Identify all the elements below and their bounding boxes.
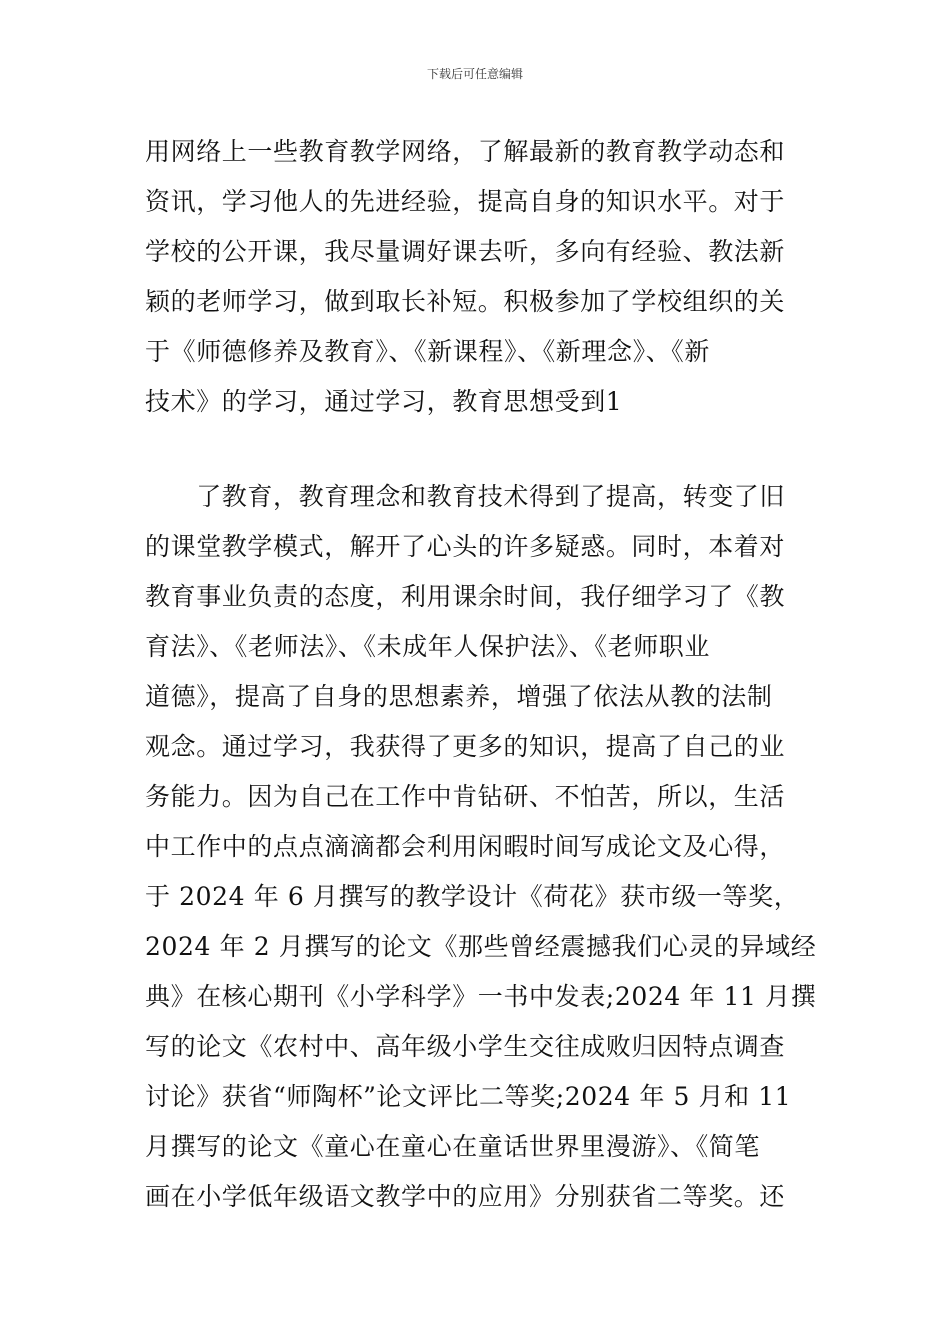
- text-line: 月撰写的论文《童心在童心在童话世界里漫游》、《简笔: [145, 1132, 761, 1161]
- text-line: 讨论》获省“师陶杯”论文评比二等奖;2024 年 5 月和 11: [145, 1082, 792, 1111]
- page-header: 下载后可任意编辑: [426, 67, 523, 81]
- text-line: 典》在核心期刊《小学科学》一书中发表;2024 年 11 月撰: [145, 982, 817, 1011]
- text-line: 画在小学低年级语文教学中的应用》分别获省二等奖。还: [145, 1182, 786, 1211]
- text-line: 2024 年 2 月撰写的论文《那些曾经震撼我们心灵的异域经: [145, 932, 817, 961]
- text-line: 务能力。因为自己在工作中肯钻研、不怕苦，所以，生活: [145, 782, 786, 811]
- text-block-1: [145, 127, 815, 427]
- text-line: 技术》的学习，通过学习，教育思想受到1: [145, 387, 623, 416]
- text-line: 于《师德修养及教育》、《新课程》、《新理念》、《新: [145, 337, 711, 366]
- text-line: 中工作中的点点滴滴都会利用闲暇时间写成论文及心得，: [145, 832, 786, 861]
- text-line: 教育事业负责的态度，利用课余时间，我仔细学习了《教: [145, 582, 786, 611]
- text-line: 观念。通过学习，我获得了更多的知识，提高了自己的业: [145, 732, 786, 761]
- text-line: 写的论文《农村中、高年级小学生交往成败归因特点调查: [145, 1032, 786, 1061]
- text-line: 学校的公开课，我尽量调好课去听，多向有经验、教法新: [145, 237, 786, 266]
- text-line: 道德》，提高了自身的思想素养，增强了依法从教的法制: [145, 682, 773, 711]
- text-line: 颖的老师学习，做到取长补短。积极参加了学校组织的关: [145, 287, 786, 316]
- text-line: 资讯，学习他人的先进经验，提高自身的知识水平。对于: [145, 187, 786, 216]
- text-line: 的课堂教学模式，解开了心头的许多疑惑。同时，本着对: [145, 532, 786, 561]
- text-line: 用网络上一些教育教学网络，了解最新的教育教学动态和: [145, 137, 786, 166]
- text-line: 了教育，教育理念和教育技术得到了提高，转变了旧: [145, 482, 786, 511]
- text-block-2: [145, 472, 815, 1222]
- text-line: 于 2024 年 6 月撰写的教学设计《荷花》获市级一等奖，: [145, 882, 800, 911]
- text-line: 育法》、《老师法》、《未成年人保护法》、《老师职业: [145, 632, 711, 661]
